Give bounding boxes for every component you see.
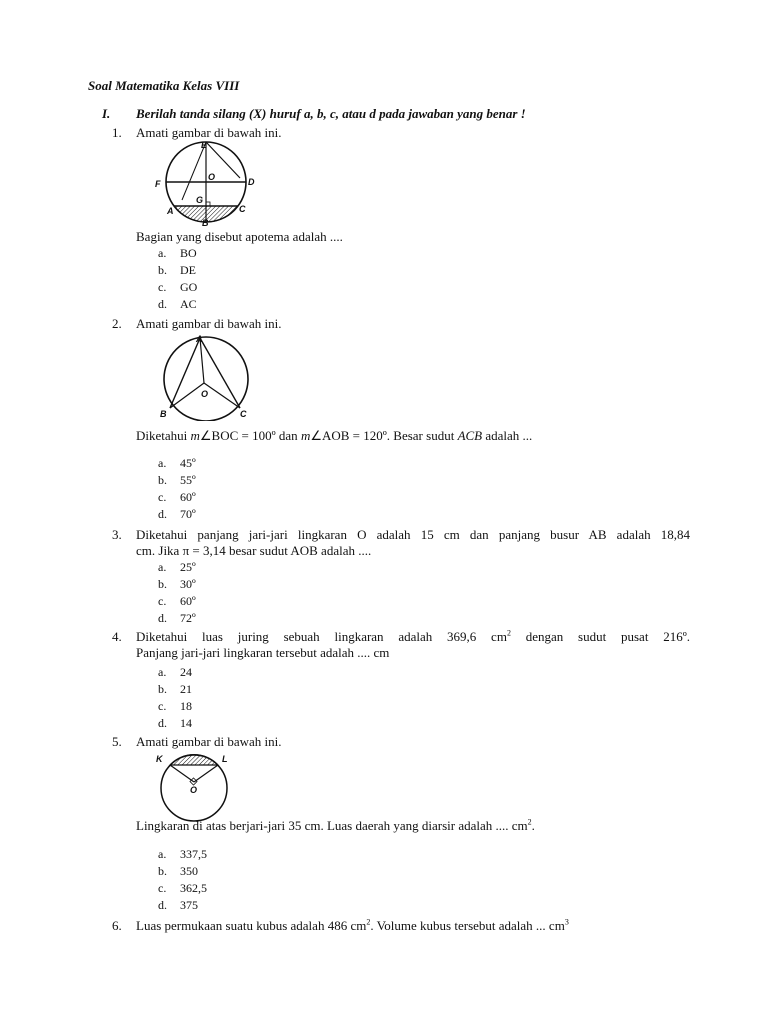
option-text: 25º	[180, 560, 196, 574]
option-a[interactable]	[158, 846, 207, 863]
option-b[interactable]	[158, 472, 196, 489]
question-2-number: 2.	[112, 316, 122, 331]
option-d[interactable]	[158, 897, 207, 914]
option-b[interactable]	[158, 681, 192, 698]
question-5-number: 5.	[112, 734, 122, 749]
question-6-number: 6.	[112, 918, 122, 933]
option-a[interactable]	[158, 245, 197, 262]
option-letter: c.	[158, 699, 167, 713]
question-5-prompt-text	[136, 818, 690, 834]
label-G: G	[196, 195, 204, 205]
question-4-line-2: Panjang jari-jari lingkaran tersebut adalah .... cm	[136, 645, 390, 660]
figure-circle-apotema	[150, 140, 262, 228]
label-K: K	[156, 754, 163, 764]
option-letter: b.	[158, 577, 167, 591]
option-text: 18	[180, 699, 192, 713]
label-E: E	[201, 140, 208, 150]
option-letter: c.	[158, 594, 167, 608]
option-letter: d.	[158, 898, 167, 912]
option-letter: a.	[158, 246, 167, 260]
label-C: C	[239, 204, 246, 214]
question-4-number: 4.	[112, 629, 122, 644]
option-letter: c.	[158, 881, 167, 895]
option-text: 30º	[180, 577, 196, 591]
question-4-line-1	[136, 629, 690, 645]
option-text: 55º	[180, 473, 196, 487]
option-letter: a.	[158, 665, 167, 679]
prompt-part: Diketahui	[136, 428, 191, 443]
question-1-text: Amati gambar di bawah ini.	[136, 125, 282, 140]
option-text: 72º	[180, 611, 196, 625]
option-text: 21	[180, 682, 192, 696]
question-4-options	[158, 664, 192, 732]
option-letter: a.	[158, 560, 167, 574]
superscript: 3	[564, 917, 569, 927]
question-5-options	[158, 846, 207, 914]
label-O: O	[190, 785, 198, 795]
option-c[interactable]	[158, 279, 197, 296]
prompt-part: Lingkaran di atas berjari-jari 35 cm. Luas daerah yang diarsir adalah .... cm	[136, 818, 528, 833]
option-a[interactable]	[158, 664, 192, 681]
label-B: B	[160, 409, 167, 419]
question-1-number: 1.	[112, 125, 122, 140]
figure-circle-inscribed-angle	[152, 333, 262, 421]
option-text: 60º	[180, 594, 196, 608]
superscript: 2	[527, 817, 532, 827]
question-3-line-1: Diketahui panjang jari-jari lingkaran O adalah 15 cm dan panjang busur AB adalah 18,84	[136, 527, 690, 542]
question-3-line-2: cm. Jika π = 3,14 besar sudut AOB adalah ....	[136, 543, 372, 558]
label-A: A	[196, 334, 203, 344]
option-b[interactable]	[158, 262, 197, 279]
text-part: . Volume kubus tersebut adalah ... cm	[370, 918, 565, 933]
superscript: 2	[366, 917, 371, 927]
section-instruction-text: Berilah tanda silang (X) huruf a, b, c, atau d pada jawaban yang benar !	[136, 106, 526, 121]
option-text: BO	[180, 246, 197, 260]
label-D: D	[248, 177, 255, 187]
question-5-text: Amati gambar di bawah ini.	[136, 734, 282, 749]
option-text: 45º	[180, 456, 196, 470]
option-d[interactable]	[158, 296, 197, 313]
option-text: 24	[180, 665, 192, 679]
option-letter: b.	[158, 682, 167, 696]
option-b[interactable]	[158, 863, 207, 880]
document-title: Soal Matematika Kelas VIII	[88, 78, 240, 93]
option-letter: d.	[158, 716, 167, 730]
section-number: I.	[102, 106, 111, 121]
question-2-options	[158, 455, 196, 523]
question-2-prompt-text	[136, 428, 690, 444]
option-d[interactable]	[158, 715, 192, 732]
label-O: O	[208, 172, 216, 182]
option-letter: b.	[158, 263, 167, 277]
option-c[interactable]	[158, 880, 207, 897]
option-text: 375	[180, 898, 198, 912]
question-6-text	[136, 918, 690, 934]
option-letter: d.	[158, 507, 167, 521]
section-instruction	[102, 106, 526, 122]
prompt-m: m	[300, 428, 311, 443]
label-C: C	[240, 409, 247, 419]
option-c[interactable]	[158, 593, 196, 610]
option-text: GO	[180, 280, 198, 294]
prompt-acb: ACB	[457, 428, 483, 443]
option-c[interactable]	[158, 489, 196, 506]
option-text: 60º	[180, 490, 196, 504]
option-text: 350	[180, 864, 198, 878]
option-letter: c.	[158, 490, 167, 504]
question-2-text: Amati gambar di bawah ini.	[136, 316, 282, 331]
label-B: B	[202, 218, 209, 228]
option-letter: a.	[158, 456, 167, 470]
option-a[interactable]	[158, 559, 196, 576]
label-F: F	[155, 179, 161, 189]
option-letter: a.	[158, 847, 167, 861]
superscript: 2	[506, 628, 511, 638]
text-part: Luas permukaan suatu kubus adalah 486 cm	[136, 918, 367, 933]
option-letter: b.	[158, 864, 167, 878]
line-part: Diketahui luas juring sebuah lingkaran adalah 369,6 cm	[136, 629, 507, 644]
question-3-number: 3.	[112, 527, 122, 542]
option-letter: c.	[158, 280, 167, 294]
prompt-part: .	[531, 818, 535, 833]
option-d[interactable]	[158, 610, 196, 627]
option-text: 14	[180, 716, 192, 730]
option-d[interactable]	[158, 506, 196, 523]
option-c[interactable]	[158, 698, 192, 715]
label-O: O	[201, 389, 209, 399]
label-A: A	[167, 206, 174, 216]
line-part: dengan sudut pusat 216º.	[510, 629, 690, 644]
option-text: DE	[180, 263, 196, 277]
option-a[interactable]	[158, 455, 196, 472]
label-L: L	[222, 754, 228, 764]
option-text: 362,5	[180, 881, 207, 895]
prompt-part: adalah ...	[482, 428, 533, 443]
option-text: 70º	[180, 507, 196, 521]
question-1-prompt-text: Bagian yang disebut apotema adalah ....	[136, 229, 343, 244]
option-b[interactable]	[158, 576, 196, 593]
question-3-options	[158, 559, 196, 627]
option-text: 337,5	[180, 847, 207, 861]
option-letter: d.	[158, 297, 167, 311]
prompt-part: ∠BOC = 100º dan	[199, 428, 301, 443]
option-text: AC	[180, 297, 197, 311]
prompt-part: ∠AOB = 120º. Besar sudut	[310, 428, 458, 443]
option-letter: b.	[158, 473, 167, 487]
figure-circle-segment	[150, 750, 242, 822]
option-letter: d.	[158, 611, 167, 625]
prompt-m: m	[190, 428, 200, 443]
question-1-options	[158, 245, 197, 313]
